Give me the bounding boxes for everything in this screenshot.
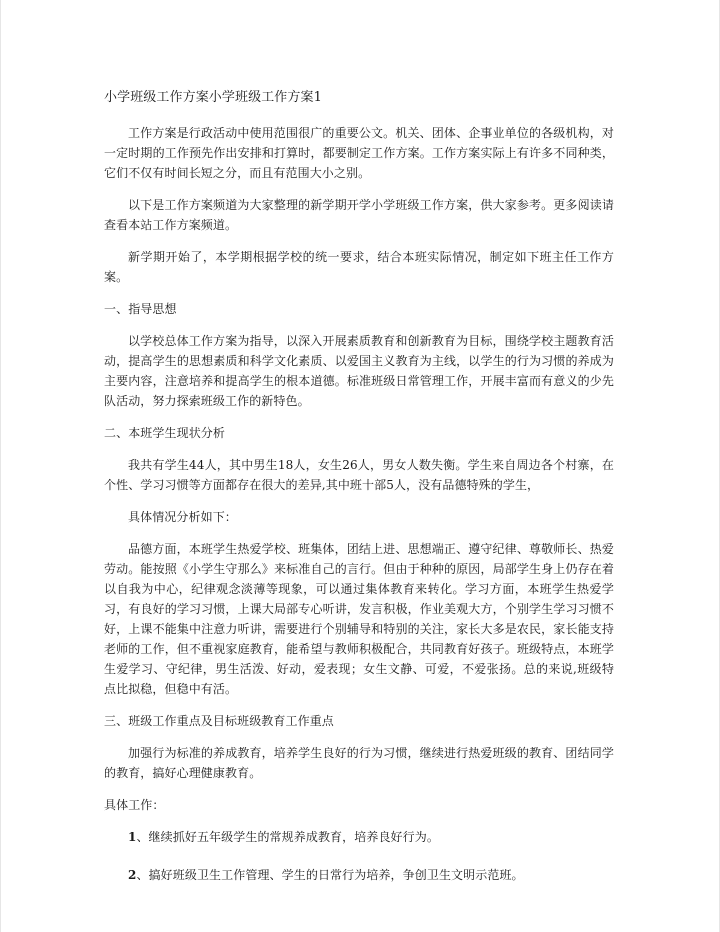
section-heading-guiding-thought: 一、指导思想 [104,302,177,316]
paragraph-guiding-thought: 以学校总体工作方案为指导，以深入开展素质教育和创新教育为目标，围绕学校主题教育活动，提高学生的思想素质和科学文化素质、以爱国主义教育为主线，以学生的行为习惯的养成为主要内容，注意培养和提高学生的根本道德。标准班级日常管理工作，开展丰富而有意义的少先队活动，努力探索班级工作的新特色。 [104,334,614,408]
section-heading-work-focus: 三、班级工作重点及目标班级教育工作重点 [104,714,334,728]
paragraph-analysis-intro: 具体情况分析如下： [128,510,237,524]
list-item-text: 、搞好班级卫生工作管理、学生的日常行为培养，争创卫生文明示范班。 [136,868,524,882]
document-body [104,88,614,903]
list-item-number: 1 [128,830,137,844]
paragraph-new-term: 新学期开始了，本学期根据学校的统一要求，结合本班实际情况，制定如下班主任工作方案。 [104,250,614,284]
list-item-text: 、继续抓好五年级学生的常规养成教育，培养良好行为。 [136,830,439,844]
paragraph-work-focus: 加强行为标准的养成教育，培养学生良好的行为习惯，继续进行热爱班级的教育、团结同学的教育，搞好心理健康教育。 [104,746,614,780]
document-title: 小学班级工作方案小学班级工作方案1 [104,90,322,105]
paragraph-detailed-analysis: 品德方面，本班学生热爱学校、班集体，团结上进、思想端正、遵守纪律、尊敬师长、热爱劳动。能按照《小学生守那么》来标准自己的言行。但由于种种的原因，局部学生身上仍存在着以自我为中心，纪律观念淡薄等现象，可以通过集体教育来转化。学习方面，本班学生热爱学习，有良好的学习习惯，上课大局部专心听讲，发言积极，作业美观大方，个别学生学习习惯不好，上课不能集中注意力听讲，需要进行个别辅导和特别的关注，家长大多是农民，家长能支持老师的工作，但不重视家庭教育，能希望与教师积极配合，共同教育好孩子。班级特点，本班学生爱学习、守纪律，男生活泼、好动，爱表现；女生文静、可爱，不爱张扬。总的来说,班级特点比拟稳，但稳中有活。 [104,542,614,696]
paragraph-channel-note: 以下是工作方案频道为大家整理的新学期开学小学班级工作方案，供大家参考。更多阅读请查看本站工作方案频道。 [104,198,614,232]
list-item [104,865,614,885]
paragraph-student-count: 我共有学生44人，其中男生18人，女生26人，男女人数失衡。学生来自周边各个村寨，在个性、学习习惯等方面都存在很大的差异,其中班十部5人，没有品德特殊的学生， [104,458,614,492]
section-heading-student-analysis: 二、本班学生现状分析 [104,426,226,440]
section-heading-specific-work: 具体工作： [104,798,165,812]
list-item-number: 2 [128,868,137,882]
paragraph-intro: 工作方案是行政活动中使用范围很广的重要公文。机关、团体、企事业单位的各级机构，对一定时期的工作预先作出安排和打算时，都要制定工作方案。工作方案实际上有许多不同种类，它们不仅有时间长短之分，而且有范围大小之别。 [104,126,614,180]
list-item [104,827,614,847]
